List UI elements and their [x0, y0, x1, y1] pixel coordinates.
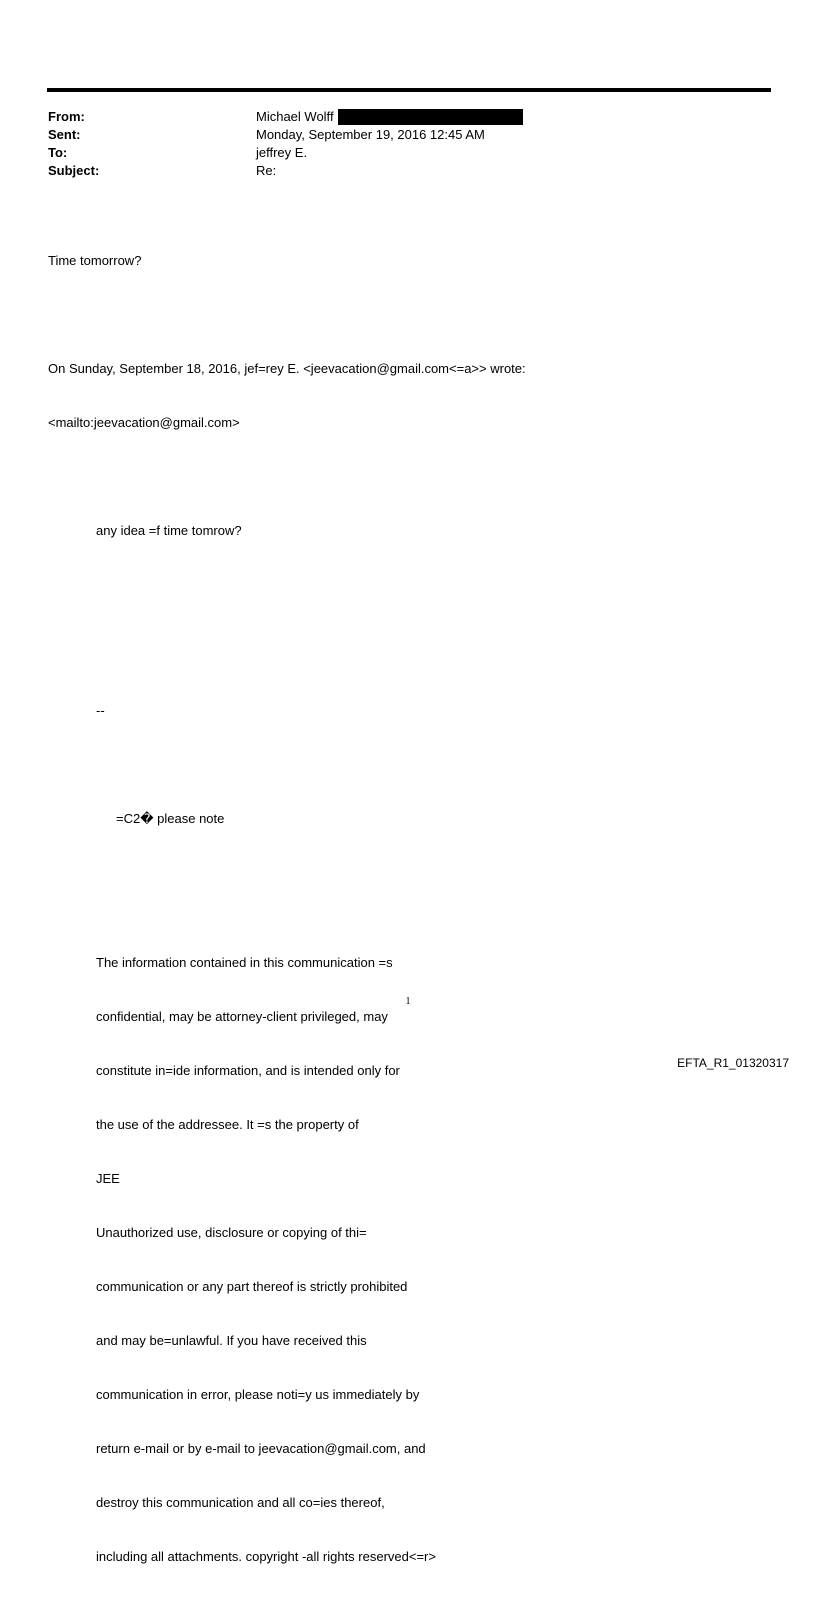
- bates-number: EFTA_R1_01320317: [677, 1056, 789, 1070]
- disclaimer-line: including all attachments. copyright -all rights reserved<=r>: [96, 1549, 436, 1564]
- email-body: [48, 216, 526, 1620]
- disclaimer-line: Unauthorized use, disclosure or copying of thi=: [96, 1225, 367, 1240]
- signature-separator: --: [96, 703, 105, 718]
- disclaimer: [48, 918, 526, 1602]
- header-rule: [47, 88, 771, 92]
- disclaimer-line: the use of the addressee. It =s the property of: [96, 1117, 359, 1132]
- signature-note: =C2� please note: [116, 811, 225, 826]
- disclaimer-line: return e-mail or by e-mail to jeevacation@gmail.com, and: [96, 1441, 426, 1456]
- from-label: From:: [48, 109, 85, 124]
- redaction-block: [338, 109, 523, 125]
- sent-label: Sent:: [48, 127, 81, 142]
- from-row: [48, 108, 523, 126]
- to-value: jeffrey E.: [256, 145, 308, 160]
- disclaimer-line: JEE: [96, 1171, 120, 1186]
- email-headers: [48, 108, 523, 180]
- disclaimer-line: communication in error, please noti=y us immediately by: [96, 1387, 420, 1402]
- sent-value: Monday, September 19, 2016 12:45 AM: [256, 127, 485, 142]
- quoted-message: any idea =f time tomrow?: [96, 523, 242, 538]
- subject-value: Re:: [256, 163, 277, 178]
- disclaimer-line: constitute in=ide information, and is intended only for: [96, 1063, 400, 1078]
- page-number: 1: [405, 996, 411, 1007]
- to-label: To:: [48, 145, 68, 160]
- from-value: Michael Wolff: [256, 109, 334, 124]
- to-row: [48, 144, 523, 162]
- quote-intro-line-2: <mailto:jeevacation@gmail.com>: [48, 415, 240, 430]
- subject-row: [48, 162, 523, 180]
- quote-intro-line-1: On Sunday, September 18, 2016, jef=rey E. <jeevacation@gmail.com<=a>> wrote:: [48, 361, 526, 376]
- disclaimer-line: destroy this communication and all co=ies thereof,: [96, 1495, 385, 1510]
- reply-text: Time tomorrow?: [48, 253, 142, 268]
- disclaimer-line: communication or any part thereof is strictly prohibited: [96, 1279, 408, 1294]
- sent-row: [48, 126, 523, 144]
- disclaimer-line: and may be=unlawful. If you have received this: [96, 1333, 367, 1348]
- disclaimer-line: The information contained in this communication =s: [96, 955, 393, 970]
- disclaimer-line: confidential, may be attorney-client privileged, may: [96, 1009, 388, 1024]
- subject-label: Subject:: [48, 163, 100, 178]
